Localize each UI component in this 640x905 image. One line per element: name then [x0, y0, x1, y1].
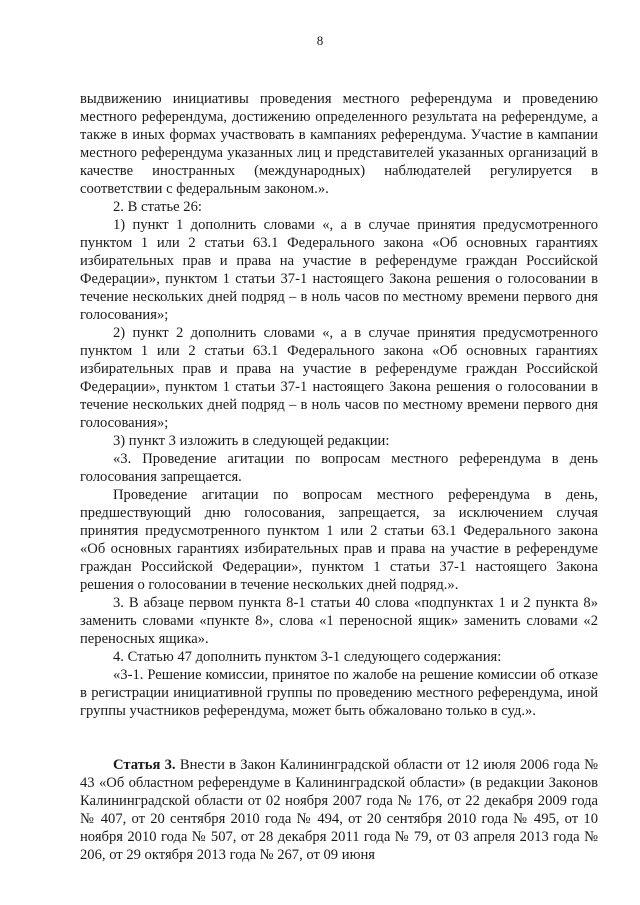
paragraph-10 [80, 666, 598, 720]
paragraph-text: 4. Статью 47 дополнить пунктом 3-1 следующего содержания: [113, 649, 502, 665]
article-heading: Статья 3. [113, 757, 176, 773]
paragraph-text: Проведение агитации по вопросам местного референдума в день, предшествующий дню голосования, запрещается, за исключением случая принятия предусмотренного пунктом 1 или 2 статьи 63.1 Федерального закона «Об основных гарантиях избирательных прав и права на участие в референдуме граждан Российской Федерации», пунктом 1 статьи 37-1 настоящего Закона решения о голосовании в течение нескольких дней подряд.». [80, 487, 598, 593]
paragraph-text: 3) пункт 3 изложить в следующей редакции: [113, 433, 390, 449]
paragraph-5 [80, 432, 598, 450]
paragraph-text: 2. В статье 26: [113, 199, 202, 215]
paragraph-text: «3-1. Решение комиссии, принятое по жалобе на решение комиссии об отказе в регистрации инициативной группы по проведению местного референдума, иной группы участников референдума, может быть обжаловано только в суд.». [80, 667, 598, 719]
paragraph-9 [80, 648, 598, 666]
paragraph-text: 2) пункт 2 дополнить словами «, а в случае принятия предусмотренного пунктом 1 или 2 статьи 63.1 Федерального закона «Об основных гарантиях избирательных прав и права на участие в референдуме граждан Российской Федерации», пунктом 1 статьи 37-1 настоящего Закона решения о голосовании в течение нескольких дней подряд – в ноль часов по местному времени первого дня голосования»; [80, 325, 598, 431]
paragraph-text: 3. В абзаце первом пункта 8-1 статьи 40 слова «подпунктах 1 и 2 пункта 8» заменить словами «пункте 8», слова «1 переносной ящик» заменить словами «2 переносных ящика». [80, 595, 598, 647]
paragraph-text: выдвижению инициативы проведения местного референдума и проведению местного референдума, достижению определенного результата на референдуме, а также в иных формах участвовать в кампаниях референдума. Участие в кампании местного референдума указанных лиц и представителей указанных организаций в качестве иностранных (международных) наблюдателей регулируется в соответствии с федеральным законом.». [80, 91, 598, 197]
paragraph-4 [80, 324, 598, 432]
paragraph-1 [80, 90, 598, 198]
document-body [80, 90, 598, 864]
paragraph-spacer [80, 720, 598, 756]
paragraph-8 [80, 594, 598, 648]
paragraph-text: Внести в Закон Калининградской области от 12 июля 2006 года № 43 «Об областном референдуме в Калининградской области» (в редакции Законов Калининградской области от 02 ноября 2007 года № 176, от 22 декабря 2009 года № 407, от 20 сентября 2010 года № 494, от 20 сентября 2010 года № 495, от 10 ноября 2010 года № 507, от 28 декабря 2011 года № 79, от 03 апреля 2013 года № 206, от 29 октября 2013 года № 267, от 09 июня [80, 757, 598, 863]
paragraph-6 [80, 450, 598, 486]
paragraph-7 [80, 486, 598, 594]
page-number: 8 [316, 33, 324, 48]
article-3-paragraph [80, 756, 598, 864]
paragraph-text: 1) пункт 1 дополнить словами «, а в случае принятия предусмотренного пунктом 1 или 2 статьи 63.1 Федерального закона «Об основных гарантиях избирательных прав и права на участие в референдуме граждан Российской Федерации», пунктом 1 статьи 37-1 настоящего Закона решения о голосовании в течение нескольких дней подряд – в ноль часов по местному времени первого дня голосования»; [80, 217, 598, 323]
paragraph-text: «3. Проведение агитации по вопросам местного референдума в день голосования запрещается. [80, 451, 598, 485]
paragraph-2 [80, 198, 598, 216]
paragraph-3 [80, 216, 598, 324]
